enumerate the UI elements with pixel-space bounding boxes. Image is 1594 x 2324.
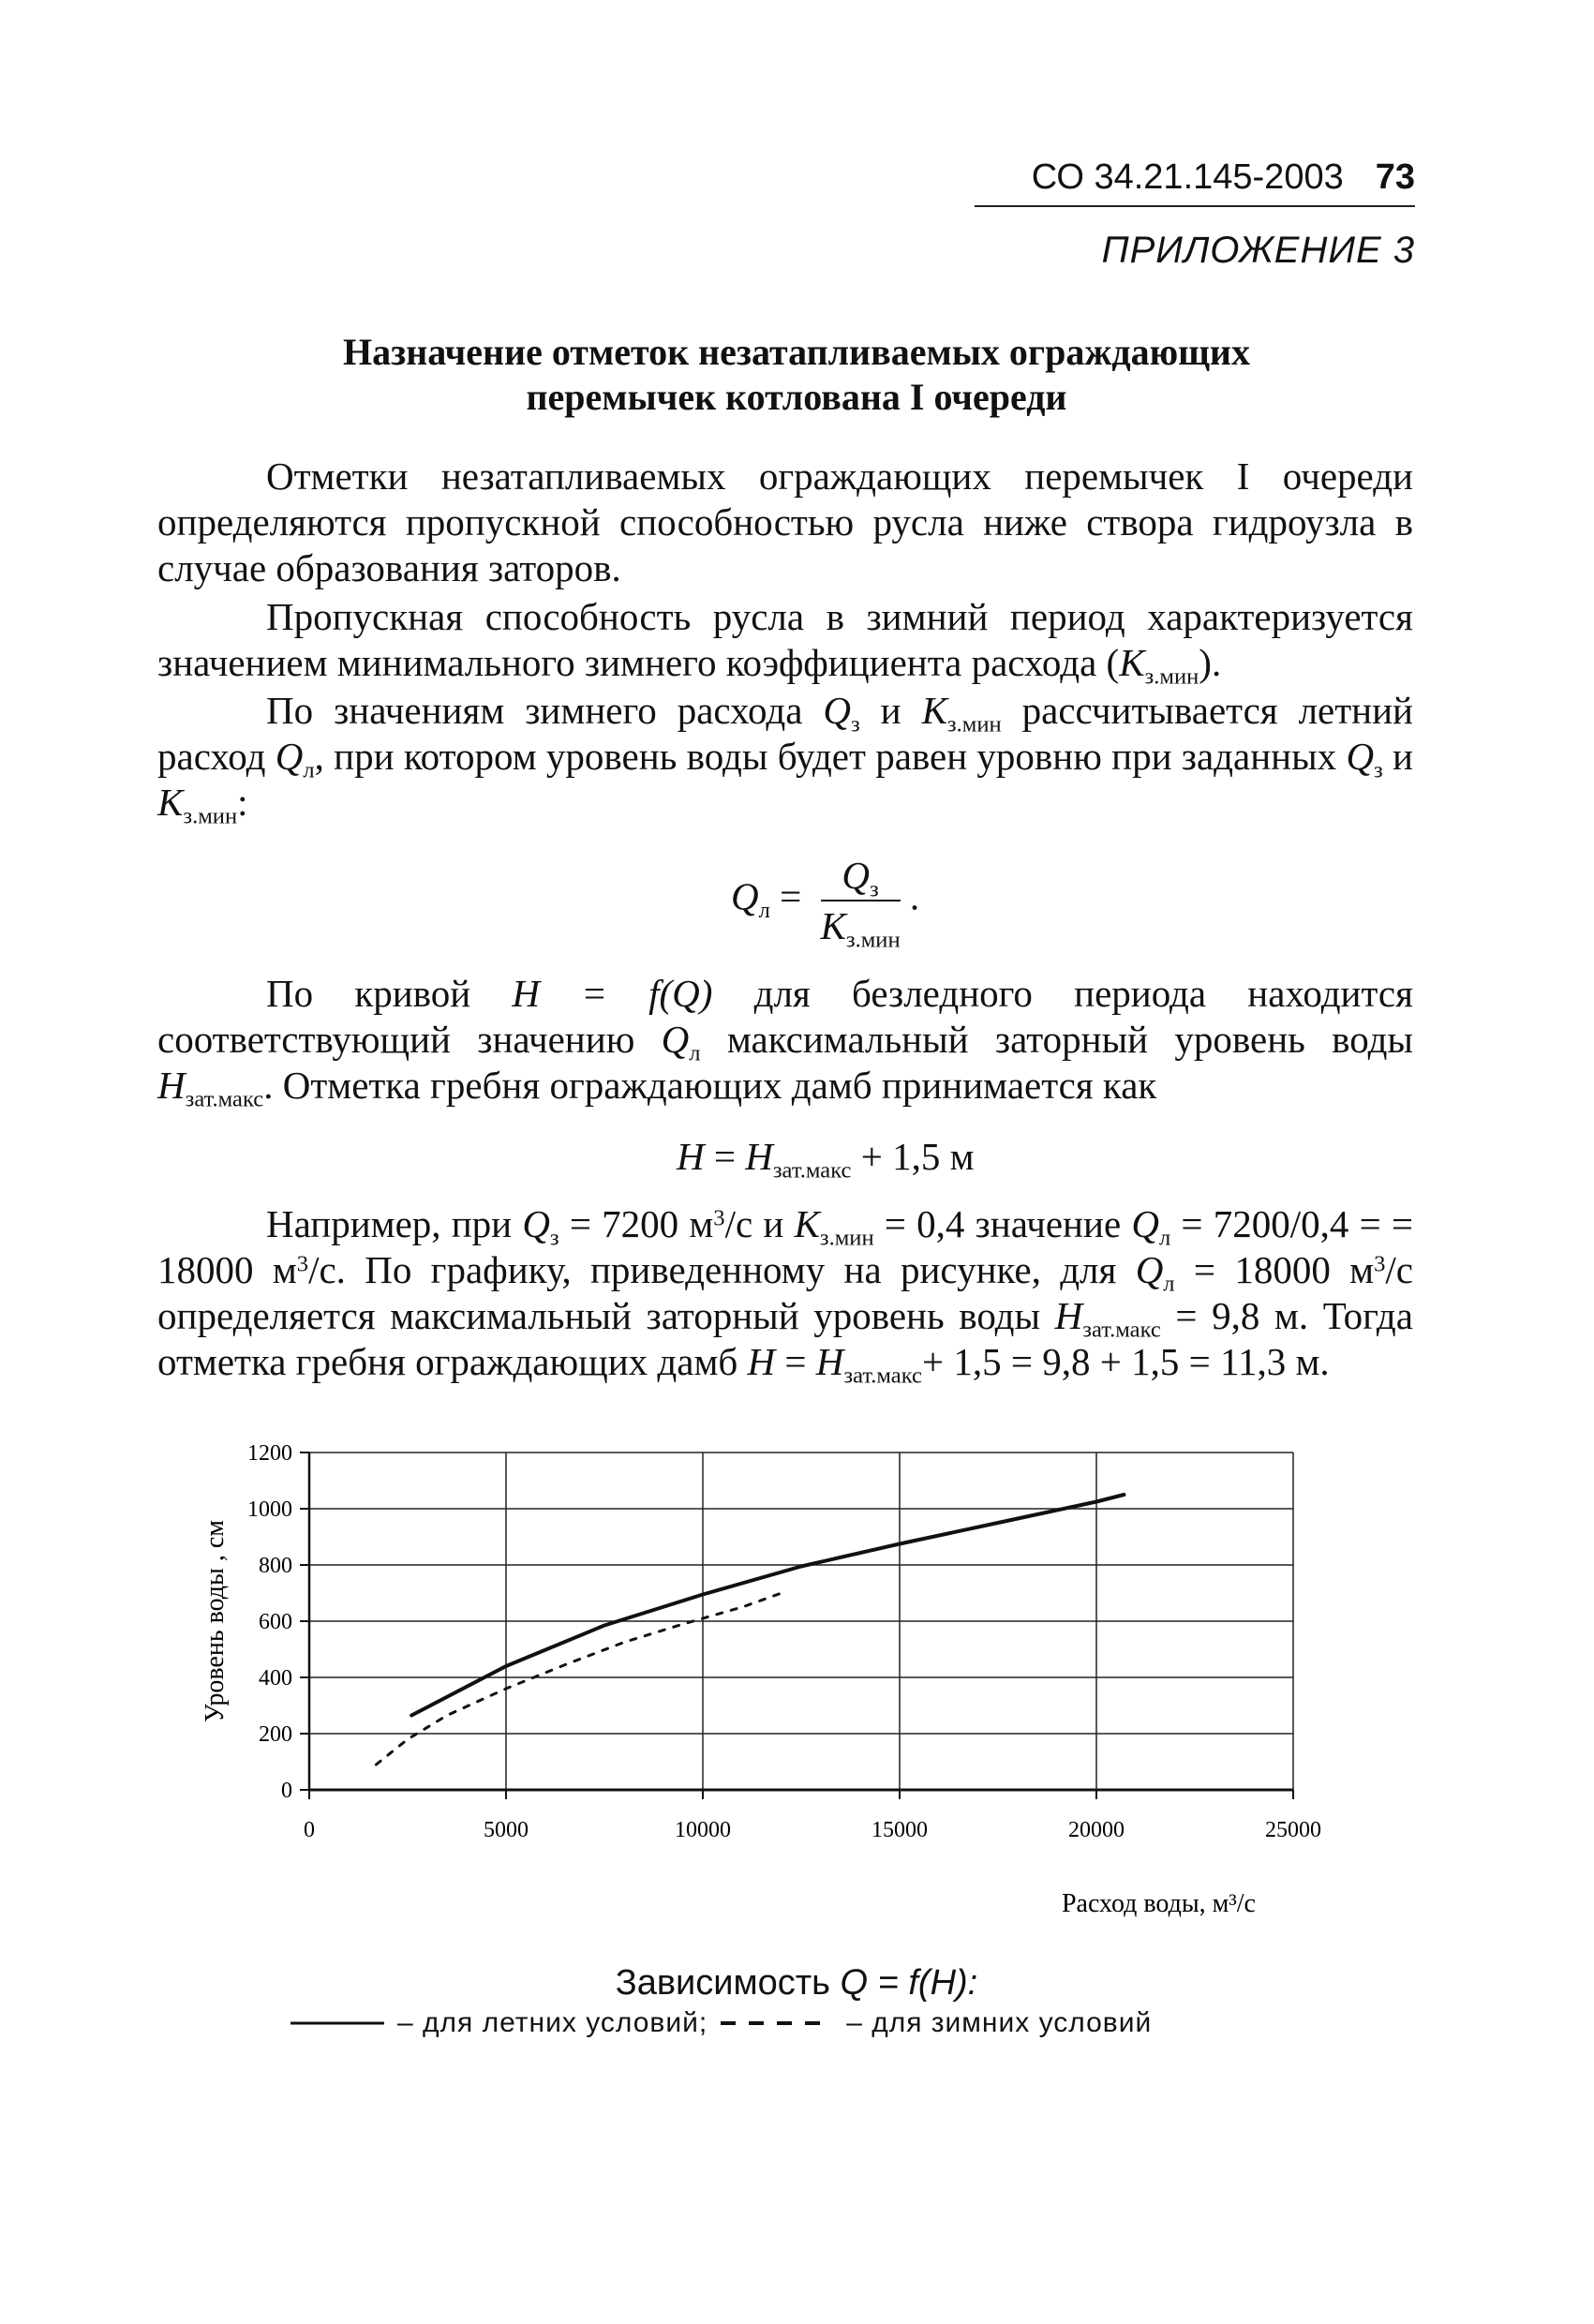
paragraph-1: Отметки незатапливаемых ограждающих перемычек I очереди определяются пропускной способностью русла ниже створа гидроузла в случае образования заторов. [157,454,1413,589]
x-tick-label: 0 [304,1818,315,1842]
paragraph-2: Пропускная способность русла в зимний период характеризуется значением минимального зимнего коэффициента расхода $(K_{з.мин})$. [157,595,1413,690]
y-tick-label: 400 [259,1666,292,1691]
paragraph-4: По кривой H = f(Q) для безледного периода находится соответствующий значению $Q_л$ максимальный заторный уровень воды $H_{зат.макс}$. Отметка гребня ограждающих дамб принимается как [157,972,1413,1112]
x-tick-label: 10000 [675,1818,731,1842]
y-tick-label: 1200 [247,1441,292,1466]
formula-summer-discharge: $Q_л$ = $\frac{Q_з}{K_{з.мин}}$ . [731,854,920,953]
y-axis-label: Уровень воды , см [201,1519,230,1723]
chart-caption: Зависимость Q = f(H): [615,1963,978,2003]
legend-summer-label: – для летних условий; [397,2007,708,2038]
x-tick-label: 5000 [484,1818,529,1842]
formula-crest-level: $H = H_{зат.макс} + 1,5$ м [677,1135,975,1184]
document-code: СО 34.21.145-2003 [1031,157,1344,197]
y-tick-label: 0 [281,1779,292,1803]
page-header [975,157,1415,272]
y-tick-label: 800 [259,1554,292,1578]
x-tick-label: 25000 [1265,1818,1321,1842]
paragraph-5-example: Например, при $Q_з = 7200$ $м^3/с$ и $K_{з.мин} = 0,4$ значение $Q_л = 7200/0,4$ = = 18000 $м^3/с$. По графику, приведенному на рисунке, для $Q_л = 18000$ $м^3/с$ определяется максимальный заторный уровень воды $H_{зат.макс} = 9,8$ м. Тогда отметка гребня ограждающих дамб $H = H_{зат.макс}+ 1,5 = 9,8 + 1,5 = 11,3$ м. [157,1202,1414,1389]
legend-solid-line-icon [290,2019,384,2028]
title-line-2: перемычек котлована I очереди [526,376,1067,418]
y-tick-label: 600 [259,1610,292,1634]
y-tick-label: 1000 [247,1497,292,1522]
x-tick-label: 15000 [871,1818,928,1842]
chart-svg [187,1424,1406,1949]
y-tick-label: 200 [259,1722,292,1747]
winter-series-line [376,1593,782,1765]
x-tick-label: 20000 [1068,1818,1125,1842]
section-title [159,330,1434,420]
title-line-1: Назначение отметок незатапливаемых ограждающих [343,331,1250,373]
appendix-label: ПРИЛОЖЕНИЕ 3 [1101,230,1415,271]
chart-legend [290,2007,1152,2039]
legend-dashed-line-icon [721,2019,833,2028]
water-level-chart [187,1424,1406,1954]
legend-winter-label: – для зимних условий [846,2007,1153,2038]
x-axis-label: Расход воды, м³/с [1061,1889,1256,1918]
paragraph-3: По значениям зимнего расхода $Q_з$ и $K_{з.мин}$ рассчитывается летний расход $Q_л$, при котором уровень воды будет равен уровню при заданных $Q_з$ и $K_{з.мин}$: [157,689,1413,829]
formula-fraction: $\frac{Q_з}{K_{з.мин}}$ [820,854,901,953]
page-number: 73 [1375,157,1415,197]
